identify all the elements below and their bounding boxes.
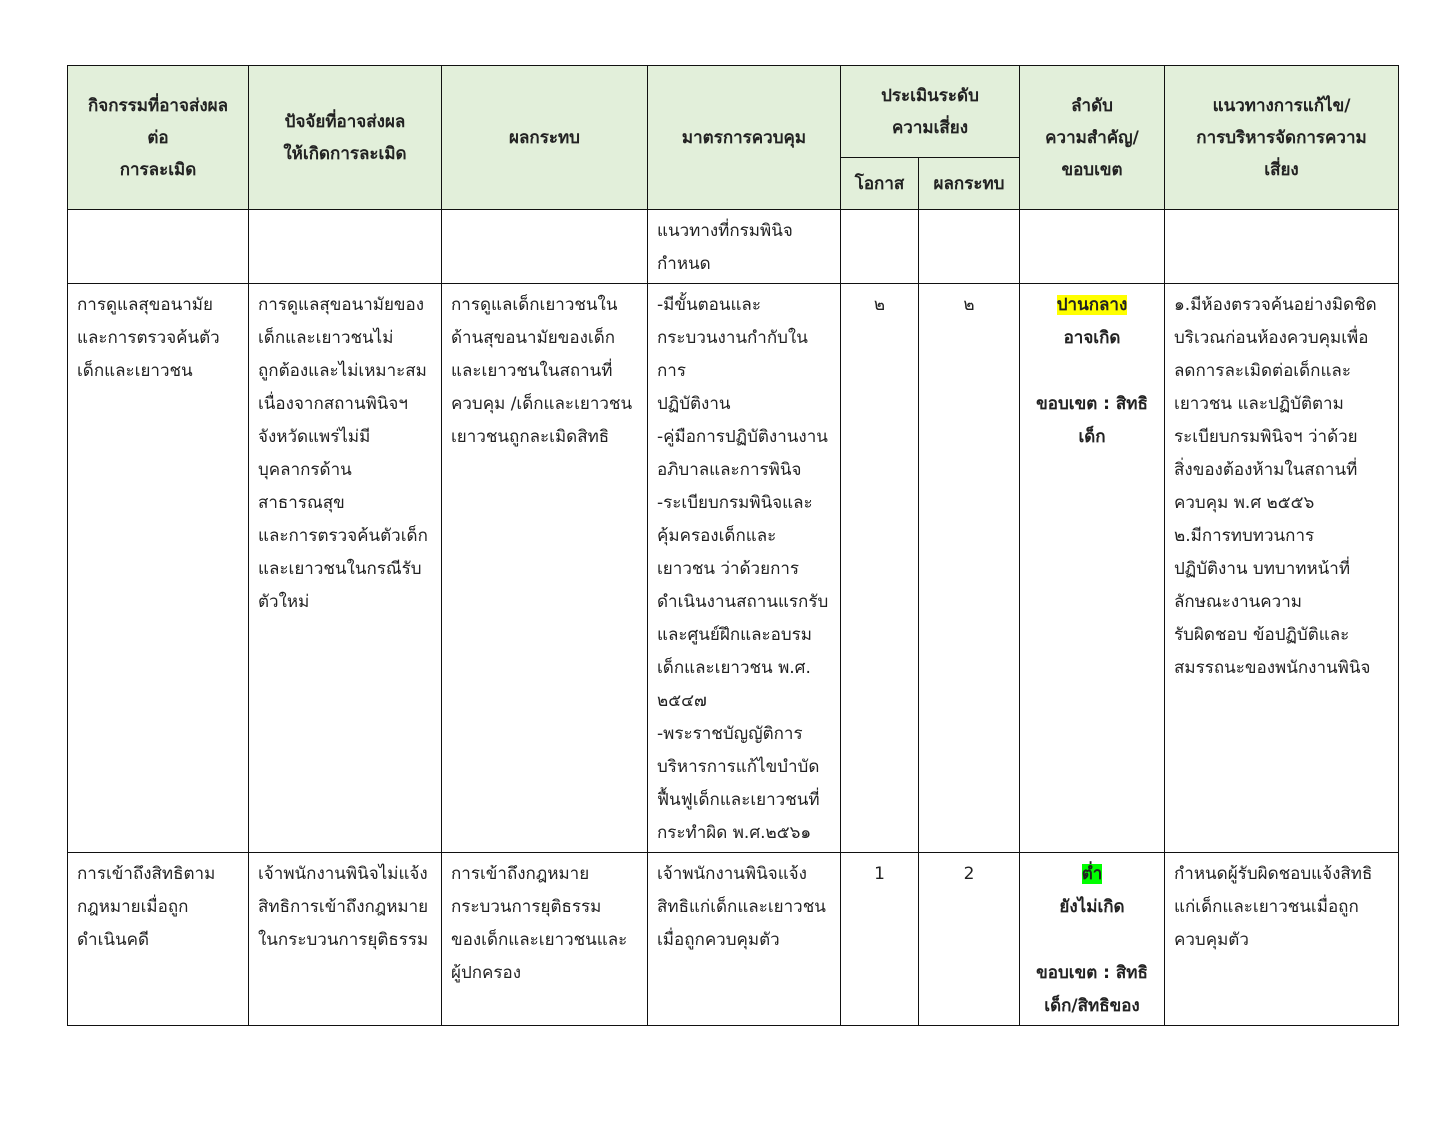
header-impact-score: ผลกระทบ — [919, 158, 1020, 210]
cell-factor — [249, 210, 442, 284]
cell-solution: ๑.มีห้องตรวจค้นอย่างมิดชิด บริเวณก่อนห้องควบคุมเพื่อ ลดการละเมิดต่อเด็กและ เยาวชน และปฏิบัติตาม ระเบียบกรมพินิจฯ ว่าด้วย สิ่งของต้องห้ามในสถานที่ ควบคุม พ.ศ ๒๕๕๖ ๒.มีการทบทวนการ ปฏิบัติงาน บทบาทหน้าที่ ลักษณะงานความ รับผิดชอบ ข้อปฏิบัติและ สมรรถนะของพนักงานพินิจ — [1165, 284, 1399, 853]
risk-scope: ขอบเขต : สิทธิ — [1036, 963, 1148, 983]
header-priority: ลำดับ ความสำคัญ/ ขอบเขต — [1020, 66, 1165, 210]
table-row-continuation — [68, 210, 1399, 284]
risk-assessment-page — [67, 65, 1398, 1026]
header-solution: แนวทางการแก้ไข/ การบริหารจัดการความ เสี่ยง — [1165, 66, 1399, 210]
cell-impact-score — [919, 210, 1020, 284]
risk-scope: ขอบเขต : สิทธิ — [1036, 394, 1148, 414]
cell-chance: ๒ — [841, 284, 919, 853]
cell-chance: 1 — [841, 853, 919, 1026]
table-row-legal-access — [68, 853, 1399, 1026]
cell-impact: การเข้าถึงกฎหมาย กระบวนการยุติธรรม ของเด็กและเยาวชนและ ผู้ปกครอง — [442, 853, 648, 1026]
header-factor: ปัจจัยที่อาจส่งผล ให้เกิดการละเมิด — [249, 66, 442, 210]
risk-status: อาจเกิด — [1063, 328, 1121, 348]
header-chance: โอกาส — [841, 158, 919, 210]
cell-factor: เจ้าพนักงานพินิจไม่แจ้ง สิทธิการเข้าถึงกฎหมาย ในกระบวนการยุติธรรม — [249, 853, 442, 1026]
header-risk-level: ประเมินระดับ ความเสี่ยง — [841, 66, 1020, 158]
risk-assessment-table — [67, 65, 1399, 1026]
cell-priority — [1020, 210, 1165, 284]
cell-factor: การดูแลสุขอนามัยของ เด็กและเยาวชนไม่ ถูกต้องและไม่เหมาะสม เนื่องจากสถานพินิจฯ จังหวัดแพร่ไม่มี บุคลากรด้าน สาธารณสุข และการตรวจค้นตัวเด็ก และเยาวชนในกรณีรับ ตัวใหม่ — [249, 284, 442, 853]
cell-impact — [442, 210, 648, 284]
cell-activity: การดูแลสุขอนามัย และการตรวจค้นตัว เด็กและเยาวชน — [68, 284, 249, 853]
cell-impact: การดูแลเด็กเยาวชนใน ด้านสุขอนามัยของเด็ก และเยาวชนในสถานที่ ควบคุม /เด็กและเยาวชน เยาวชนถูกละเมิดสิทธิ — [442, 284, 648, 853]
cell-activity: การเข้าถึงสิทธิตาม กฎหมายเมื่อถูก ดำเนินคดี — [68, 853, 249, 1026]
risk-status: ยังไม่เกิด — [1059, 897, 1125, 917]
cell-activity — [68, 210, 249, 284]
cell-impact-score: 2 — [919, 853, 1020, 1026]
cell-solution — [1165, 210, 1399, 284]
header-control: มาตรการควบคุม — [648, 66, 841, 210]
header-row — [68, 66, 1399, 158]
cell-chance — [841, 210, 919, 284]
cell-control: แนวทางที่กรมพินิจ กำหนด — [648, 210, 841, 284]
cell-priority: ปานกลาง อาจเกิด ขอบเขต : สิทธิ เด็ก — [1020, 284, 1165, 853]
cell-control: -มีขั้นตอนและ กระบวนงานกำกับในการ ปฏิบัติงาน -คู่มือการปฏิบัติงานงาน อภิบาลและการพินิจ -ระเบียบกรมพินิจและ คุ้มครองเด็กและ เยาวชน ว่าด้วยการ ดำเนินงานสถานแรกรับ และศูนย์ฝึกและอบรม เด็กและเยาวชน พ.ศ. ๒๕๔๗ -พระราชบัญญัติการ บริหารการแก้ไขบำบัด ฟื้นฟูเด็กและเยาวชนที่ กระทำผิด พ.ศ.๒๕๖๑ — [648, 284, 841, 853]
cell-control: เจ้าพนักงานพินิจแจ้ง สิทธิแก่เด็กและเยาวชน เมื่อถูกควบคุมตัว — [648, 853, 841, 1026]
cell-solution: กำหนดผู้รับผิดชอบแจ้งสิทธิ แก่เด็กและเยาวชนเมื่อถูก ควบคุมตัว — [1165, 853, 1399, 1026]
header-activity: กิจกรรมที่อาจส่งผล ต่อ การละเมิด — [68, 66, 249, 210]
table-row-hygiene — [68, 284, 1399, 853]
risk-level-badge: ปานกลาง — [1056, 295, 1128, 315]
risk-level-badge: ต่ำ — [1081, 864, 1103, 884]
cell-impact-score: ๒ — [919, 284, 1020, 853]
header-impact: ผลกระทบ — [442, 66, 648, 210]
cell-priority: ต่ำ ยังไม่เกิด ขอบเขต : สิทธิ เด็ก/สิทธิของ — [1020, 853, 1165, 1026]
